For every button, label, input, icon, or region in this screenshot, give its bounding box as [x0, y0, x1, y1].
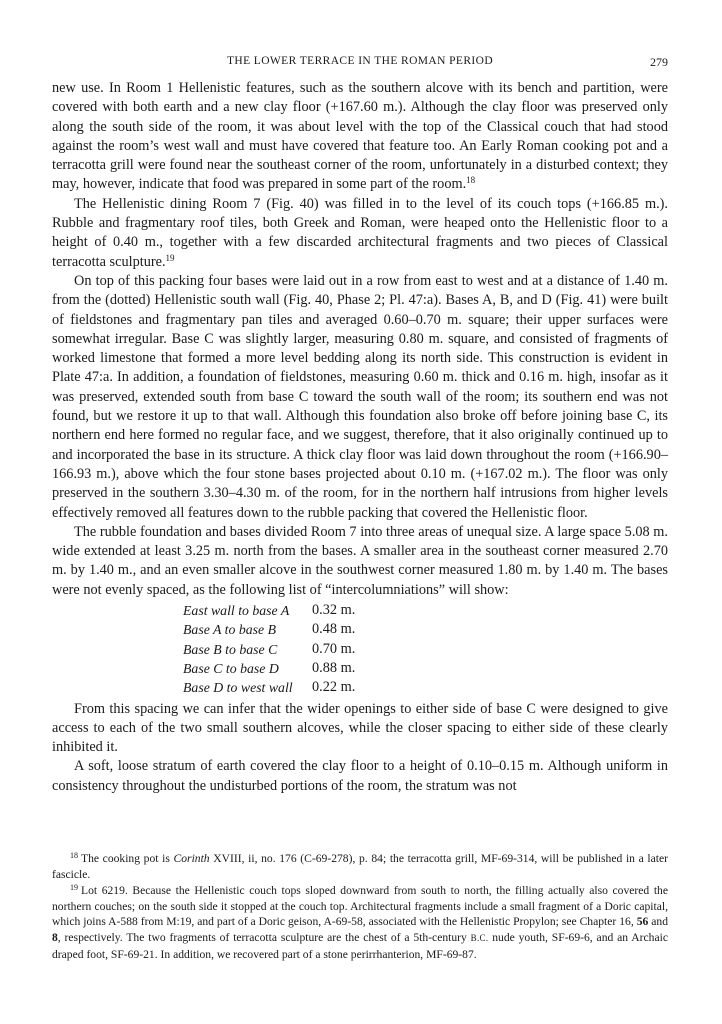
footnote-marker: 18 [70, 851, 78, 860]
list-item-label: Base B to base C [183, 641, 278, 657]
footnote-ref: 18 [466, 175, 476, 186]
footnote-18 [52, 851, 668, 882]
list-item-value: 0.22 m. [312, 679, 356, 696]
list-item [52, 659, 668, 678]
footnote-text: Lot 6219. Because the Hellenistic couch tops sloped downward from south to north, the filling actually also covered the northern couches; on the south side it stopped at the couch top. Architectural fragments include a small fragment of a Doric capital, which joins A-588 from M:19, and part of a Doric geison, A-69-58, associated with the Hellenistic Propylon; see Chapter 16, [52, 884, 668, 929]
body-text [52, 79, 668, 796]
intercolumniation-list [52, 601, 668, 697]
footnote-catalogue-ref: 8 [52, 930, 58, 944]
running-head [52, 55, 668, 73]
paragraph-text: The Hellenistic dining Room 7 (Fig. 40) was filled in to the level of its couch tops (+166.85 m.). Rubble and fragmentary roof tiles, both Greek and Roman, were heaped onto the Hellenistic floor to a height of 0.40 m., together with a few discarded architectural fragments and two pieces of Classical terracotta sculpture. [52, 195, 668, 270]
footnote-text: and [648, 915, 668, 929]
paragraph: The rubble foundation and bases divided Room 7 into three areas of unequal size. A large space 5.08 m. wide extended at least 3.25 m. north from the bases. A smaller area in the southeast corner measured 2.70 m. by 1.40 m., and an even smaller alcove in the southwest corner measured 1.80 m. by 1.40 m. The bases were not evenly spaced, as the following list of “intercolumniations” will show: [52, 523, 668, 598]
footnote-title: Corinth [173, 852, 210, 865]
running-title: THE LOWER TERRACE IN THE ROMAN PERIOD [226, 55, 494, 67]
paragraph-text: new use. In Room 1 Hellenistic features, such as the southern alcove with its bench and partition, were covered with both earth and a new clay floor (+167.60 m.). Although the clay floor was preserved only along the south side of the room, it was about level with the top of the Classical couch that had stood against the room’s west wall and must have covered that feature too. An Early Roman cooking pot and a terracotta grill were found near the southeast corner of the room, unfortunately in a disturbed context; they may, however, indicate that food was prepared in some part of the room. [52, 80, 668, 193]
paragraph [52, 195, 668, 272]
footnote-text: The cooking pot is [81, 852, 174, 865]
page-number: 279 [650, 55, 668, 69]
list-item [52, 620, 668, 639]
paragraph: On top of this packing four bases were laid out in a row from east to west and at a distance of 1.40 m. from the (dotted) Hellenistic south wall (Fig. 40, Phase 2; Pl. 47:a). Bases A, B, and D (Fig. 41) were built of fieldstones and fragmentary pan tiles and averaged 0.60–0.70 m. square; their upper surfaces were somewhat irregular. Base C was slightly larger, measuring 0.80 m. square, and consisted of fragments of worked limestone that formed a more level bedding along its north side. This construction is evident in Plate 47:a. In addition, a foundation of fieldstones, measuring 0.60 m. thick and 0.16 m. high, insofar as it was preserved, extended south from base C toward the south wall of the room; its southern end was not found, but we restore it up to that wall. Although this foundation also broke off before joining base C, its northern end here formed no regular face, and we suggest, therefore, that it also originally continued up to and incorporated the base in its structure. A thick clay floor was laid down throughout the room (+166.90–166.93 m.), above which the four stone bases projected about 0.10 m. (+167.02 m.). The floor was only preserved in the southern 3.30–4.30 m. of the room, for in the northern half intrusions from higher levels effectively removed all features down to the rubble packing that covered the Hellenistic floor. [52, 272, 668, 521]
footnote-era: B.C. [470, 932, 489, 943]
list-item-value: 0.70 m. [312, 640, 356, 657]
footnote-text: XVIII, ii, no. 176 (C-69-278), p. 84; the terracotta grill, MF-69-314, will be published in a later fascicle. [52, 852, 668, 881]
footnote-text: , respectively. The two fragments of terracotta sculpture are the chest of a 5th-century [57, 930, 471, 944]
list-item-label: Base D to west wall [183, 680, 293, 696]
footnotes [52, 851, 668, 963]
list-item-label: Base C to base D [183, 660, 279, 676]
footnote-19 [52, 883, 668, 962]
list-item-value: 0.48 m. [312, 621, 356, 638]
list-item-value: 0.32 m. [312, 602, 356, 619]
list-item [52, 601, 668, 620]
list-item-label: Base A to base B [183, 622, 276, 638]
footnote-ref: 19 [165, 252, 175, 263]
list-item [52, 678, 668, 697]
list-item [52, 640, 668, 659]
footnote-catalogue-ref: 56 [636, 915, 649, 929]
footnote-marker: 19 [70, 883, 78, 893]
paragraph: From this spacing we can infer that the wider openings to either side of base C were designed to give access to each of the two small southern alcoves, while the closer spacing to either side of these clearly inhibited it. [52, 700, 668, 756]
list-item-value: 0.88 m. [312, 659, 356, 676]
paragraph [52, 79, 668, 195]
footnote-text: nude youth, SF-69-6, and an Archaic draped foot, SF-69-21. In addition, we recovered part of a stone perirrhanterion, MF-69-87. [52, 930, 668, 961]
list-item-label: East wall to base A [183, 603, 290, 619]
paragraph: A soft, loose stratum of earth covered the clay floor to a height of 0.10–0.15 m. Although uniform in consistency throughout the undisturbed portions of the room, the stratum was not [52, 758, 668, 794]
